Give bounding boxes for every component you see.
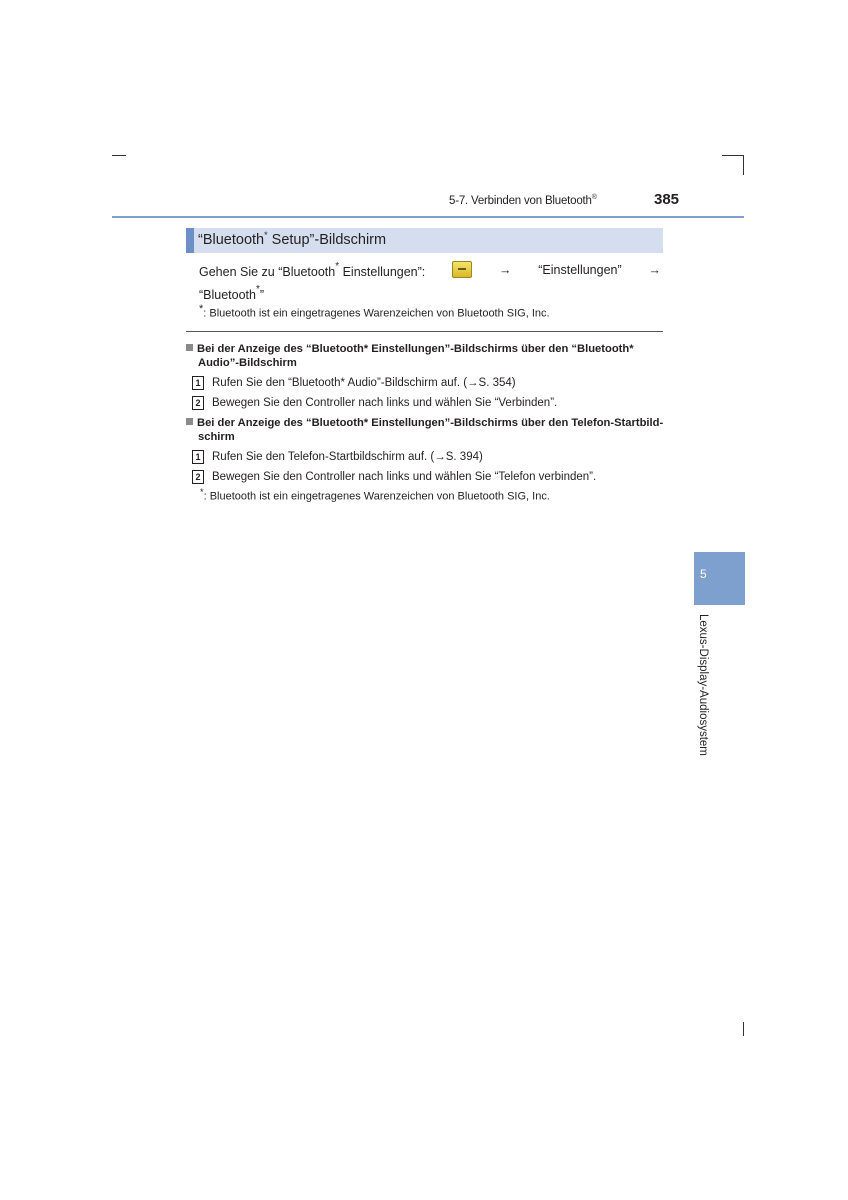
square-bullet-icon	[186, 418, 193, 425]
step-item: 1 Rufen Sie den “Bluetooth* Audio”-Bildschirm auf. (→S. 354)	[192, 376, 516, 390]
crop-mark	[112, 155, 126, 156]
step-item: 2 Bewegen Sie den Controller nach links und wählen Sie “Telefon verbinden”.	[192, 470, 596, 484]
menu-button-icon	[452, 261, 472, 278]
footnote: *: Bluetooth ist ein eingetragenes Warenzeichen von Bluetooth SIG, Inc.	[200, 487, 550, 503]
crop-mark	[743, 1022, 744, 1036]
chapter-label: Lexus-Display-Audiosystem	[697, 614, 709, 756]
step-item: 1 Rufen Sie den Telefon-Startbildschirm auf. (→S. 394)	[192, 450, 483, 464]
info-heading: Bei der Anzeige des “Bluetooth* Einstellungen”-Bildschirms über den “Bluetooth* Audio”-Bildschirm	[186, 342, 664, 370]
square-bullet-icon	[186, 344, 193, 351]
intro-text-2: “Einstellungen”	[538, 263, 622, 278]
chapter-number: 5	[700, 567, 707, 581]
section-title-accent	[186, 228, 194, 253]
crop-mark	[722, 155, 744, 156]
crop-mark	[743, 155, 744, 175]
header-rule	[112, 216, 744, 218]
arrow-icon: →	[648, 263, 661, 278]
arrow-icon: →	[498, 263, 512, 278]
running-header-section: 5-7. Verbinden von Bluetooth®	[449, 194, 597, 207]
section-title: “Bluetooth* Setup”-Bildschirm	[198, 230, 387, 248]
page-number: 385	[654, 191, 680, 208]
intro-text-1: Gehen Sie zu “Bluetooth* Einstellungen”:	[199, 261, 426, 280]
footnote: *: Bluetooth ist ein eingetragenes Warenzeichen von Bluetooth SIG, Inc.	[199, 303, 550, 320]
intro-text-3: “Bluetooth*”	[199, 284, 265, 303]
info-heading: Bei der Anzeige des “Bluetooth* Einstellungen”-Bildschirms über den Telefon-Startbild-schirm	[186, 416, 664, 444]
step-item: 2 Bewegen Sie den Controller nach links und wählen Sie “Verbinden”.	[192, 396, 557, 410]
intro-paragraph	[199, 259, 661, 305]
section-divider	[186, 331, 663, 332]
